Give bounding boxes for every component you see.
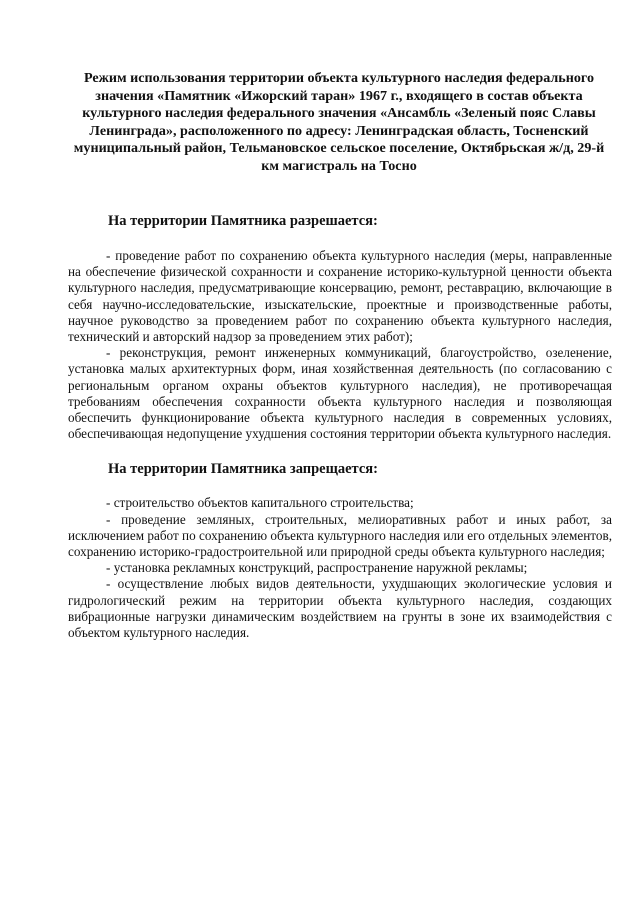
prohibited-item: - установка рекламных конструкций, распространение наружной рекламы; — [106, 560, 528, 576]
prohibited-item: - строительство объектов капитального строительства; — [106, 495, 414, 511]
prohibited-list — [68, 495, 612, 641]
allowed-item: - проведение работ по сохранению объекта культурного наследия (меры, направленные на обеспечение физической сохранности и сохранение историко-культурной ценности объекта культурного наследия, предусматривающие консервацию, ремонт, реставрацию, включающие в себя научно-исследовательские, изыскательские, проектные и производственные работы, научное руководство за проведением работ по сохранению объекта культурного наследия, технический и авторский надзор за проведением этих работ); — [68, 248, 612, 345]
prohibited-section-heading: На территории Памятника запрещается: — [108, 461, 378, 478]
prohibited-item: - осуществление любых видов деятельности, ухудшающих экологические условия и гидрологический режим на территории объекта культурного наследия, создающих вибрационные нагрузки динамическим воздействием на грунты в зоне их взаимодействия с объектом культурного наследия. — [68, 576, 612, 641]
allowed-list — [68, 248, 612, 442]
allowed-section-heading: На территории Памятника разрешается: — [108, 213, 378, 229]
document-title: Режим использования территории объекта культурного наследия федерального значения «Памятник «Ижорский таран» 1967 г., входящего в состав объекта культурного наследия федерального значения «Ансамбль «Зеленый пояс Славы Ленинграда», расположенного по адресу: Ленинградская область, Тосненский муниципальный район, Тельмановское сельское поселение, Октябрьская ж/д, 29-й км магистраль на Тосно — [73, 70, 605, 174]
allowed-item: - реконструкция, ремонт инженерных коммуникаций, благоустройство, озеленение, установка малых архитектурных форм, иная хозяйственная деятельность (по согласованию с региональным органом охраны объектов культурного наследия), не противоречащая требованиям обеспечения сохранности объекта культурного наследия и позволяющая обеспечить функционирование объекта культурного наследия в современных условиях, обеспечивающая недопущение ухудшения состояния территории объекта культурного наследия. — [68, 345, 612, 442]
prohibited-item: - проведение земляных, строительных, мелиоративных работ и иных работ, за исключением работ по сохранению объекта культурного наследия или его отдельных элементов, сохранению историко-градостроительной или природной среды объекта культурного наследия; — [68, 511, 612, 560]
